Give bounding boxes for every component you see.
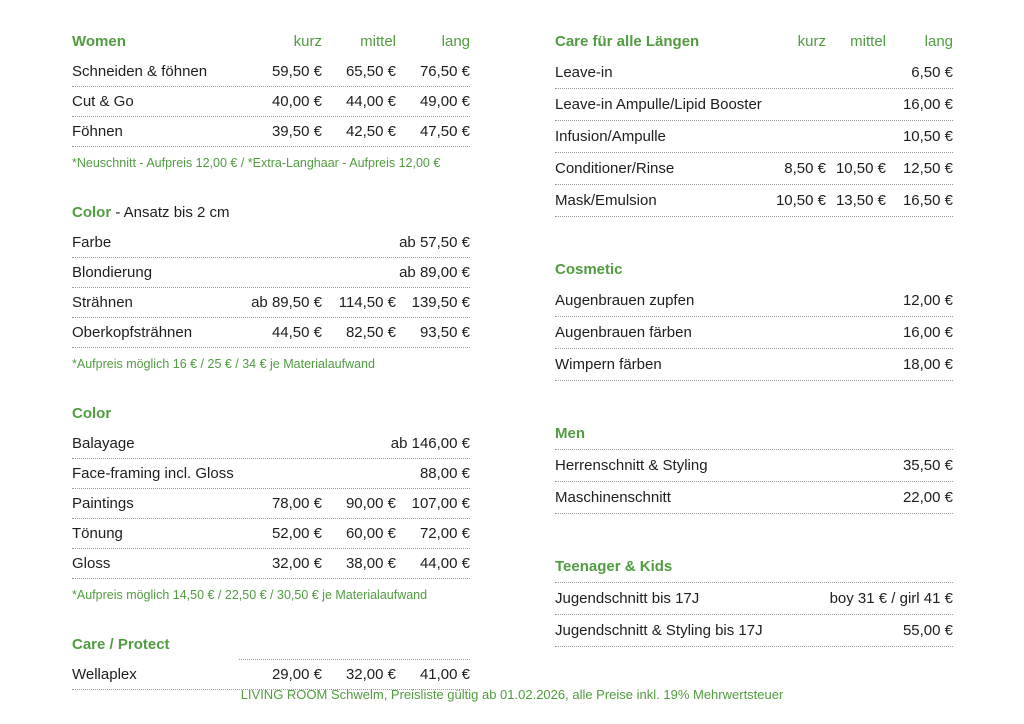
section-header [555,558,953,583]
price-kurz: 44,50 € [271,324,322,341]
price-row [555,450,953,482]
price-lang: 12,50 € [902,160,953,177]
price-row [555,615,953,647]
price-lang: 76,50 € [419,63,470,80]
price-value: 16,00 € [902,324,953,341]
price-value: 22,00 € [902,489,953,506]
service-label: Infusion/Ampulle [555,128,666,145]
price-row [555,583,953,615]
price-row [72,87,470,117]
service-label: Wimpern färben [555,356,662,373]
price-row [72,57,470,87]
price-value: ab 146,00 € [390,435,470,452]
price-value: ab 57,50 € [399,234,470,251]
service-label: Paintings [72,495,134,512]
service-label: Herrenschnitt & Styling [555,457,708,474]
section-title: Cosmetic [555,261,623,278]
service-label: Conditioner/Rinse [555,160,675,177]
service-label: Föhnen [72,123,123,140]
price-row [555,121,953,153]
price-row [555,57,953,89]
price-row [555,285,953,317]
section-men [555,425,953,514]
section-header [555,425,953,450]
section-title: Teenager & Kids [555,558,673,575]
section-header [72,33,470,57]
price-lang: 16,50 € [902,192,953,209]
price-row [555,482,953,514]
section-note: *Aufpreis möglich 14,50 € / 22,50 € / 30,50 € je Materialaufwand [72,588,428,602]
price-value: 10,50 € [902,128,953,145]
section-teenager-kids [555,558,953,647]
price-value: 88,00 € [419,465,470,482]
price-lang: 93,50 € [419,324,470,341]
price-value: 35,50 € [902,457,953,474]
section-title: Care für alle Längen [555,33,700,50]
service-label: Balayage [72,435,135,452]
two-column-layout [72,33,953,723]
price-row [555,349,953,381]
service-label: Jugendschnitt bis 17J [555,590,700,607]
service-label: Tönung [72,525,123,542]
section-color [72,405,470,603]
price-row [72,489,470,519]
service-label: Farbe [72,234,112,251]
price-row [72,519,470,549]
price-row [72,459,470,489]
service-label: Schneiden & föhnen [72,63,208,80]
price-kurz: 29,00 € [271,666,322,683]
price-mittel: 82,50 € [345,324,396,341]
section-header [555,33,953,57]
section-header [555,261,953,285]
price-row [72,228,470,258]
column-header-kurz: kurz [293,33,322,50]
service-label: Augenbrauen färben [555,324,692,341]
section-color-ansatz [72,204,470,372]
section-subtitle: - Ansatz bis 2 cm [111,204,230,221]
service-label: Leave-in [555,64,613,81]
price-mittel: 42,50 € [345,123,396,140]
service-label: Wellaplex [72,666,137,683]
price-lang: 49,00 € [419,93,470,110]
price-kurz: 59,50 € [271,63,322,80]
price-mittel: 44,00 € [345,93,396,110]
footer-note: LIVING ROOM Schwelm, Preisliste gültig ab 01.02.2026, alle Preise inkl. 19% Mehrwertsteuer [240,687,784,702]
price-mittel: 10,50 € [835,160,886,177]
service-label: Strähnen [72,294,133,311]
price-kurz: 78,00 € [271,495,322,512]
price-row [555,185,953,217]
price-mittel: 38,00 € [345,555,396,572]
service-label: Augenbrauen zupfen [555,292,695,309]
price-mittel: 32,00 € [345,666,396,683]
price-row [72,117,470,147]
service-label: Maschinenschnitt [555,489,671,506]
price-row [555,317,953,349]
price-row [555,153,953,185]
price-mittel: 114,50 € [338,294,396,311]
price-value: boy 31 € / girl 41 € [829,590,953,607]
price-lang: 139,50 € [411,294,470,311]
service-label: Jugendschnitt & Styling bis 17J [555,622,763,639]
price-kurz: 10,50 € [775,192,826,209]
price-lang: 41,00 € [419,666,470,683]
price-row [72,288,470,318]
price-lang: 47,50 € [419,123,470,140]
price-mittel: 90,00 € [345,495,396,512]
price-kurz: ab 89,50 € [251,294,322,311]
section-header [72,204,470,228]
price-row [72,660,470,690]
price-kurz: 32,00 € [271,555,322,572]
section-care-lengths [555,33,953,217]
service-label: Gloss [72,555,111,572]
section-women [72,33,470,171]
price-value: 12,00 € [902,292,953,309]
price-row [555,89,953,121]
section-title: Care / Protect [72,636,170,653]
section-title: Women [72,33,126,50]
price-row [72,429,470,459]
price-value: 18,00 € [902,356,953,373]
price-kurz: 8,50 € [784,160,826,177]
price-value: 16,00 € [902,96,953,113]
section-cosmetic [555,261,953,381]
section-note: *Neuschnitt - Aufpreis 12,00 € / *Extra-Langhaar - Aufpreis 12,00 € [72,156,441,170]
price-mittel: 60,00 € [345,525,396,542]
section-title: Color [72,405,112,422]
price-value: 6,50 € [911,64,953,81]
price-mittel: 13,50 € [835,192,886,209]
section-care-protect [72,636,470,690]
price-row [72,318,470,348]
left-column [72,33,470,723]
section-header [72,405,470,429]
price-value: 55,00 € [902,622,953,639]
price-kurz: 52,00 € [271,525,322,542]
column-header-mittel: mittel [360,33,396,50]
service-label: Blondierung [72,264,153,281]
section-title: Color [72,204,112,221]
price-value: ab 89,00 € [399,264,470,281]
column-header-kurz: kurz [797,33,826,50]
column-header-lang: lang [924,33,953,50]
right-column [555,33,953,723]
service-label: Face-framing incl. Gloss [72,465,234,482]
price-kurz: 39,50 € [271,123,322,140]
price-lang: 72,00 € [419,525,470,542]
service-label: Oberkopfsträhnen [72,324,193,341]
price-kurz: 40,00 € [271,93,322,110]
price-mittel: 65,50 € [345,63,396,80]
section-title: Men [555,425,585,442]
price-row [72,549,470,579]
service-label: Mask/Emulsion [555,192,657,209]
price-lang: 44,00 € [419,555,470,572]
column-header-mittel: mittel [850,33,886,50]
price-lang: 107,00 € [411,495,470,512]
section-note: *Aufpreis möglich 16 € / 25 € / 34 € je Materialaufwand [72,357,375,371]
section-header [72,636,470,660]
service-label: Leave-in Ampulle/Lipid Booster [555,96,762,113]
service-label: Cut & Go [72,93,134,110]
column-header-lang: lang [441,33,470,50]
price-row [72,258,470,288]
